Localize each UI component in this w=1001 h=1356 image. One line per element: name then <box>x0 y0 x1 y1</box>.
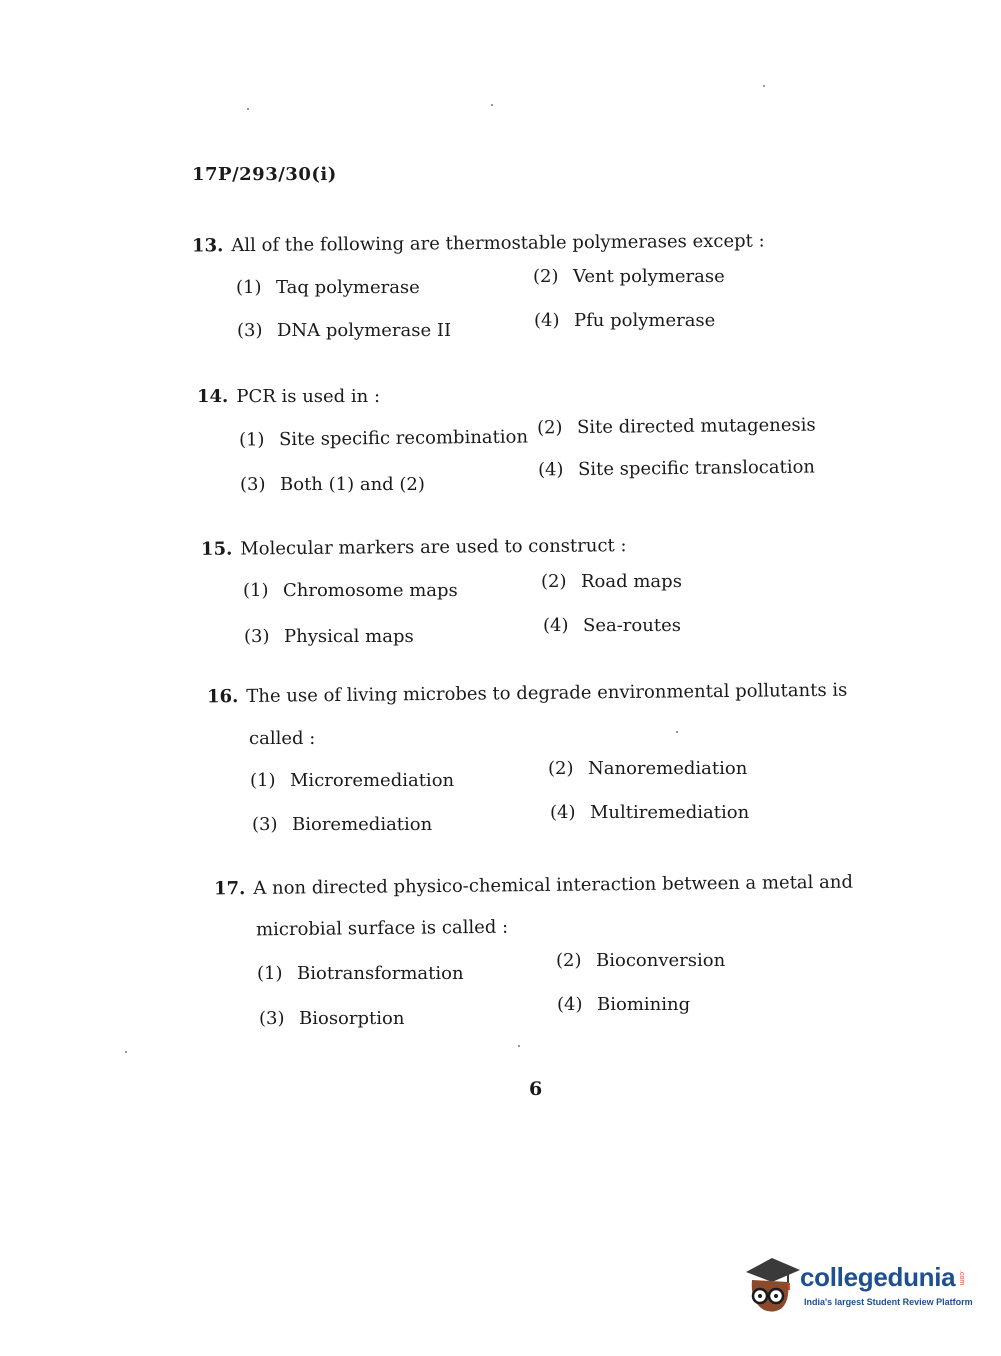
question-text: A non directed physico-chemical interaction between a metal and <box>253 871 854 899</box>
question-number: 16. <box>206 686 239 708</box>
question-text: PCR is used in : <box>236 386 381 407</box>
scan-speck <box>763 85 765 87</box>
option-14-3: (3) Both (1) and (2) <box>240 474 425 495</box>
logo-name: collegedunia <box>800 1262 956 1292</box>
question-number: 14. <box>197 386 229 407</box>
question-14 <box>197 385 380 409</box>
option-17-2: (2) Bioconversion <box>556 950 726 971</box>
option-14-2: (2) Site directed mutagenesis <box>536 414 816 439</box>
option-13-3: (3) DNA polymerase II <box>237 320 452 341</box>
question-17-continued: microbial surface is called : <box>255 916 509 941</box>
logo-tagline: India's largest Student Review Platform <box>804 1297 973 1307</box>
question-15 <box>201 534 627 562</box>
collegedunia-logo <box>742 1250 972 1320</box>
page-number: 6 <box>529 1078 543 1100</box>
question-text: All of the following are thermostable polymerases except : <box>231 230 765 257</box>
option-14-4: (4) Site specific translocation <box>537 456 816 481</box>
scan-speck <box>491 104 493 106</box>
scan-speck <box>676 731 678 733</box>
option-15-2: (2) Road maps <box>541 571 682 592</box>
question-13 <box>192 230 765 259</box>
option-15-3: (3) Physical maps <box>244 626 414 647</box>
question-number: 13. <box>191 235 224 257</box>
option-16-1: (1) Microremediation <box>250 770 455 791</box>
question-text: Molecular markers are used to construct : <box>240 535 627 560</box>
option-14-1: (1) Site specific recombination <box>238 426 529 451</box>
option-15-1: (1) Chromosome maps <box>243 580 458 601</box>
question-text: The use of living microbes to degrade environmental pollutants is <box>246 679 848 707</box>
option-15-4: (4) Sea-routes <box>543 615 681 636</box>
option-17-4: (4) Biomining <box>557 994 691 1015</box>
option-16-3: (3) Bioremediation <box>252 814 433 835</box>
option-16-2: (2) Nanoremediation <box>548 758 748 779</box>
scan-speck <box>125 1051 127 1053</box>
question-16 <box>207 679 848 710</box>
scan-speck <box>518 1045 520 1047</box>
question-17 <box>214 871 853 902</box>
option-13-1: (1) Taq polymerase <box>236 277 420 298</box>
student-mascot-icon <box>742 1250 802 1320</box>
option-16-4: (4) Multiremediation <box>550 802 750 823</box>
option-13-2: (2) Vent polymerase <box>533 266 725 287</box>
question-number: 15. <box>200 538 233 560</box>
question-number: 17. <box>213 878 246 900</box>
option-17-3: (3) Biosorption <box>259 1008 405 1029</box>
option-17-1: (1) Biotransformation <box>257 963 464 984</box>
option-13-4: (4) Pfu polymerase <box>534 310 716 331</box>
logo-domain: .com <box>958 1270 965 1286</box>
scan-speck <box>247 108 249 110</box>
question-16-continued: called : <box>249 728 316 749</box>
paper-code: 17P/293/30(i) <box>192 164 337 185</box>
